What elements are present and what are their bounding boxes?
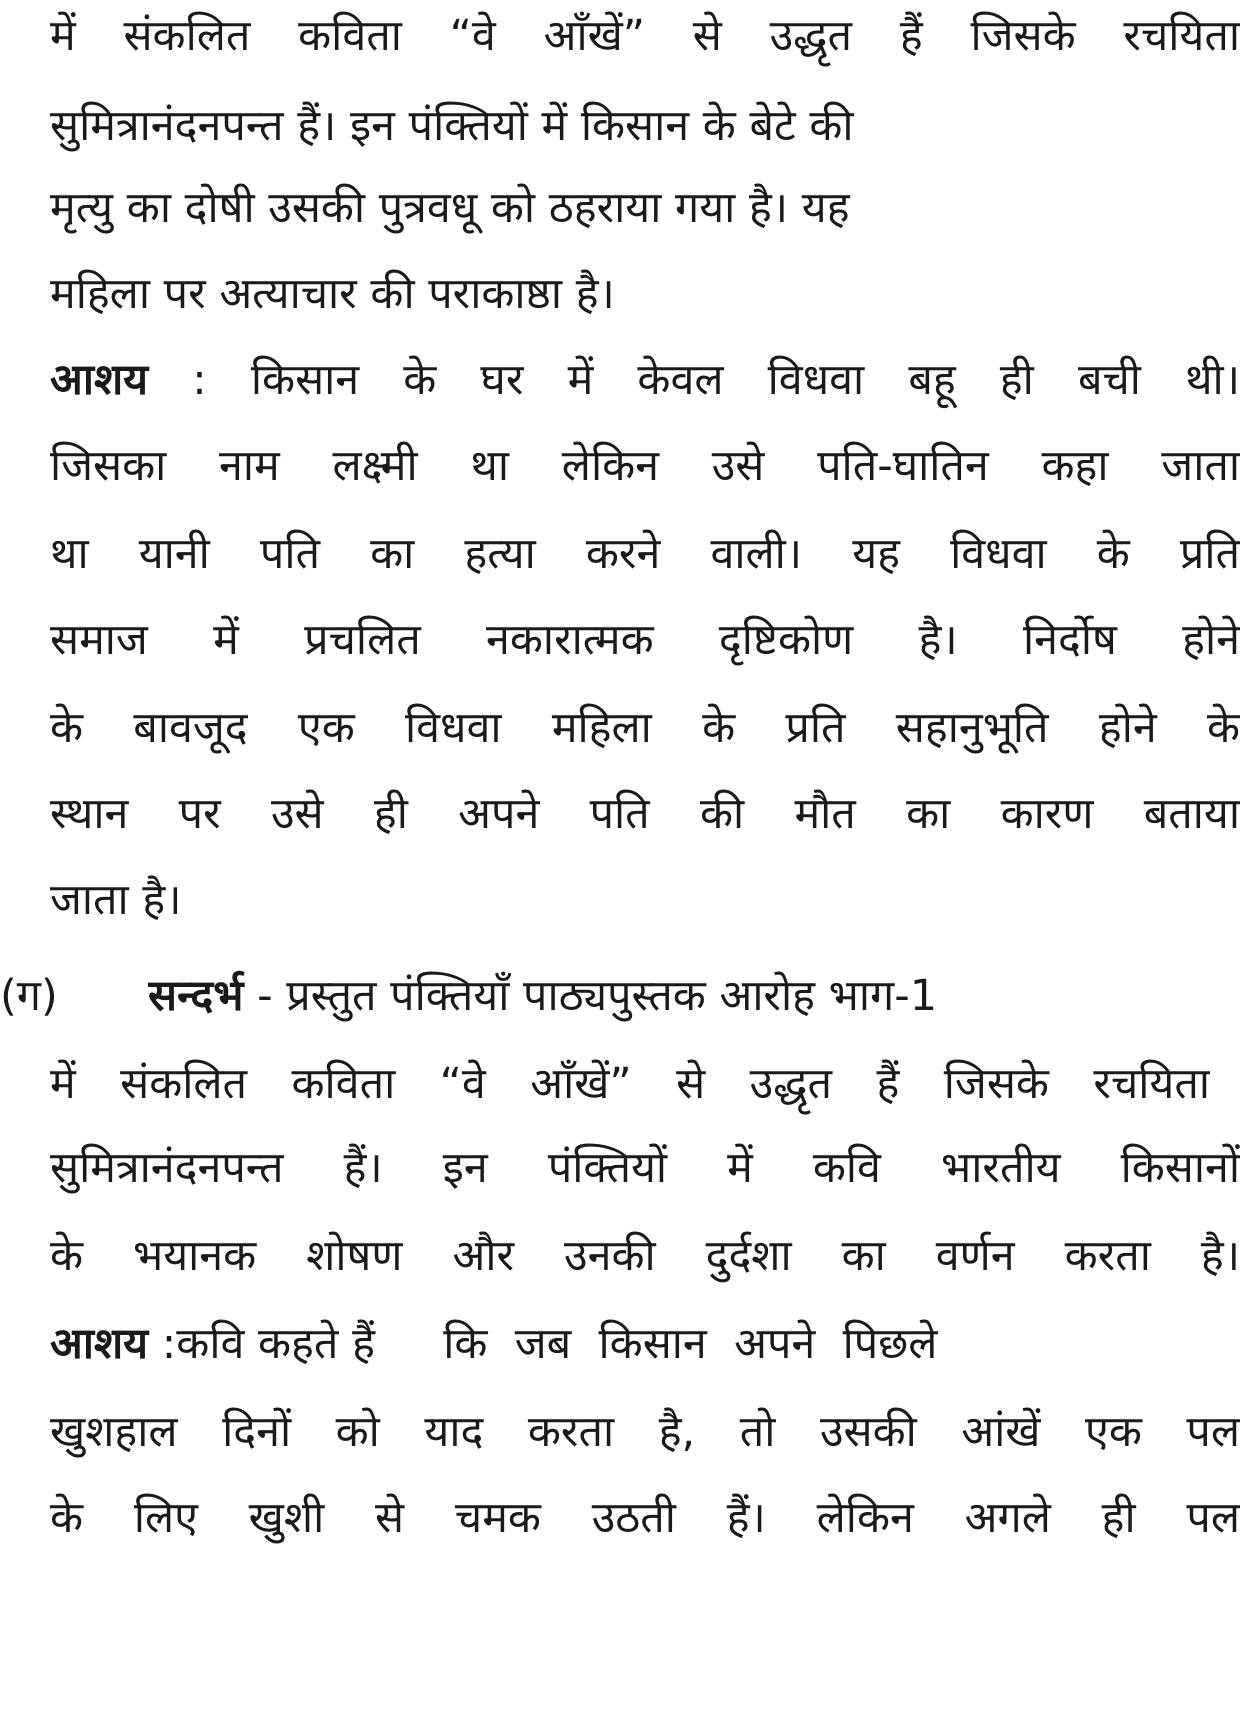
text-line: में संकलित कविता “वे आँखें” से उद्धृत हैं जिसके रचयिता [50,11,1240,61]
aashay-heading-line [50,1296,1240,1392]
aashay-text: : किसान के घर में केवल विधवा बहू ही बची थी। [148,355,1240,405]
aashay-heading-line [50,332,1240,428]
text-line: सुमित्रानंदनपन्त हैं। इन पंक्तियों में किसान के बेटे की [50,101,854,151]
sandarbh-label: सन्दर्भ [148,971,244,1021]
section-marker: (ग) [0,971,58,1021]
text-line: समाज में प्रचलित नकारात्मक दृष्टिकोण है। निर्दोष होने [50,615,1240,665]
aashay-label: आशय [50,355,149,405]
text-line: के लिए खुशी से चमक उठती हैं। लेकिन अगले ही पल [50,1493,1240,1543]
text-line: मृत्यु का दोषी उसकी पुत्रवधू को ठहराया गया है। यह [50,183,850,233]
text-line: था यानी पति का हत्या करने वाली। यह विधवा के प्रति [50,529,1240,579]
text-line: के बावजूद एक विधवा महिला के प्रति सहानुभूति होने के [50,703,1240,753]
text-line: स्थान पर उसे ही अपने पति की मौत का कारण बताया [50,789,1240,839]
aashay-label: आशय [50,1319,149,1369]
text-line: महिला पर अत्याचार की पराकाष्ठा है। [50,269,615,319]
sandarbh-text: - प्रस्तुत पंक्तियाँ पाठ्यपुस्तक आरोह भाग-1 [243,971,938,1021]
text-line: जिसका नाम लक्ष्मी था लेकिन उसे पति-घातिन कहा जाता [50,441,1240,491]
sandarbh-heading-line [148,948,1208,1044]
text-line: के भयानक शोषण और उनकी दुर्दशा का वर्णन करता है। [50,1231,1240,1281]
text-line: जाता है। [50,875,182,925]
text-line: में संकलित कविता “वे आँखें” से उद्धृत हैं जिसके रचयिता [50,1059,1210,1109]
aashay-text: :कवि कहते हैं कि जब किसान अपने पिछले [148,1319,938,1369]
text-line: सुमित्रानंदनपन्त हैं। इन पंक्तियों में कवि भारतीय किसानों [50,1143,1240,1193]
text-line: खुशहाल दिनों को याद करता है, तो उसकी आंखें एक पल [50,1407,1240,1457]
